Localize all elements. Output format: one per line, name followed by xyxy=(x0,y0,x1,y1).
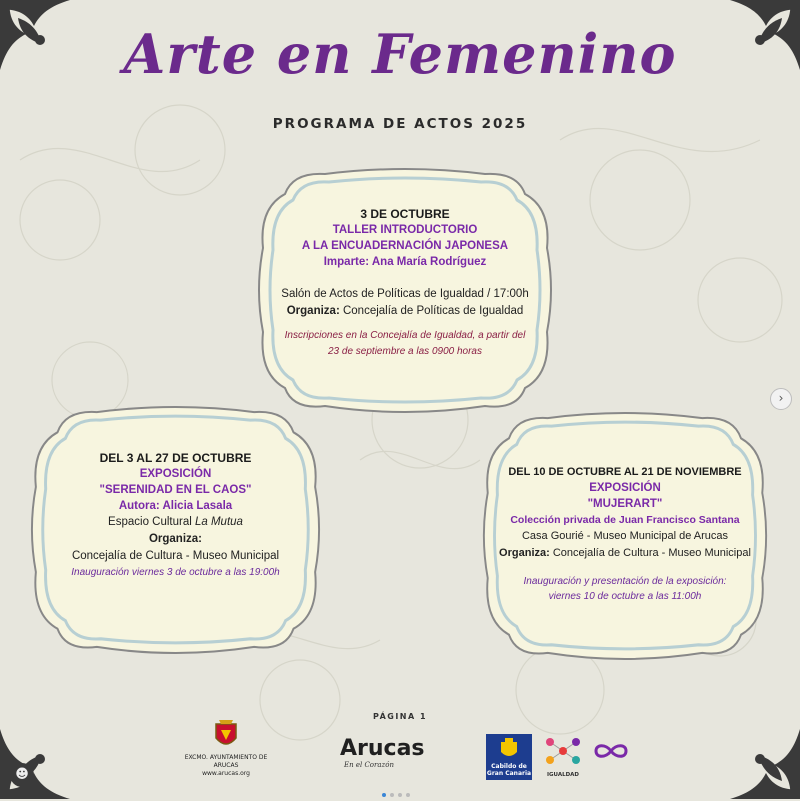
igualdad-label: IGUALDAD xyxy=(546,772,579,778)
igualdad-network-icon xyxy=(542,734,584,768)
infinity-logo-icon xyxy=(594,744,628,758)
event-date: 3 DE OCTUBRE xyxy=(360,207,450,221)
arucas-wordmark: Arucas xyxy=(340,736,425,761)
igualdad-logo xyxy=(542,734,584,778)
event-note-line2: 23 de septiembre a las 0900 horas xyxy=(328,346,482,357)
event-organizer: Concejalía de Políticas de Igualdad xyxy=(339,305,524,317)
carousel-dot[interactable] xyxy=(390,793,394,797)
event-organizer: Concejalía de Cultura - Museo Municipal xyxy=(71,550,280,562)
page-subtitle: PROGRAMA DE ACTOS 2025 xyxy=(272,116,528,132)
event-type: EXPOSICIÓN xyxy=(139,468,212,480)
event-collection: Colección privada de Juan Francisco Santana xyxy=(510,514,740,526)
next-slide-button[interactable]: › xyxy=(770,388,792,410)
event-date: DEL 10 DE OCTUBRE AL 21 DE NOVIEMBRE xyxy=(508,466,742,478)
event-place: Salón de Actos de Políticas de Igualdad / 17:00h xyxy=(281,288,529,300)
page-title: Arte en Femenino xyxy=(123,22,677,86)
arucas-tagline: En el Corazón xyxy=(344,761,394,769)
cabildo-shield-icon xyxy=(499,738,519,760)
carousel-indicator xyxy=(380,782,420,790)
event-date: DEL 3 AL 27 DE OCTUBRE xyxy=(99,451,252,465)
event-place: Casa Gourié - Museo Municipal de Arucas xyxy=(521,530,729,542)
corner-ornament-bottom-right xyxy=(680,679,800,799)
carousel-dot-active[interactable] xyxy=(382,793,386,797)
event-name: "SERENIDAD EN EL CAOS" xyxy=(99,484,252,496)
arucas-brand-logo xyxy=(340,736,440,769)
event-author: Autora: Alicia Lasala xyxy=(118,500,233,512)
organizer-label: Organiza: xyxy=(286,305,340,317)
event-place-venue: La Mutua xyxy=(194,516,243,528)
event-card-taller xyxy=(255,168,555,413)
event-card-serenidad xyxy=(28,406,323,654)
person-icon[interactable]: ☻ xyxy=(10,763,34,787)
event-name: "MUJERART" xyxy=(587,498,663,510)
event-type-line2: A LA ENCUADERNACIÓN JAPONESA xyxy=(301,240,509,252)
page-number: PÁGINA 1 xyxy=(372,712,428,721)
cabildo-line2: Gran Canaria xyxy=(486,770,532,777)
cabildo-logo xyxy=(486,734,532,780)
ayuntamiento-logo xyxy=(176,718,276,778)
event-type: EXPOSICIÓN xyxy=(589,482,661,494)
event-card-mujerart xyxy=(480,412,770,660)
organizer-label: Organiza: xyxy=(148,533,203,545)
carousel-dot[interactable] xyxy=(406,793,410,797)
coat-of-arms-icon xyxy=(213,718,239,750)
ayuntamiento-name: EXCMO. AYUNTAMIENTO DE ARUCAS xyxy=(184,754,268,769)
event-note-line1: Inscripciones en la Concejalía de Igualdad, a partir del xyxy=(284,330,526,341)
event-teacher: Imparte: Ana María Rodríguez xyxy=(323,256,487,268)
event-type-line1: TALLER INTRODUCTORIO xyxy=(332,224,478,236)
cabildo-line1: Cabildo de xyxy=(491,763,527,770)
event-note-line2: viernes 10 de octubre a las 11:00h xyxy=(548,591,702,602)
event-note: Inauguración viernes 3 de octubre a las 19:00h xyxy=(71,567,280,578)
organizer-label: Organiza: xyxy=(499,547,550,559)
carousel-dot[interactable] xyxy=(398,793,402,797)
event-organizer: Concejalía de Cultura - Museo Municipal xyxy=(549,547,751,559)
ayuntamiento-url: www.arucas.org xyxy=(202,770,250,777)
event-place: Espacio Cultural xyxy=(108,516,195,528)
event-note-line1: Inauguración y presentación de la exposición: xyxy=(523,576,727,587)
